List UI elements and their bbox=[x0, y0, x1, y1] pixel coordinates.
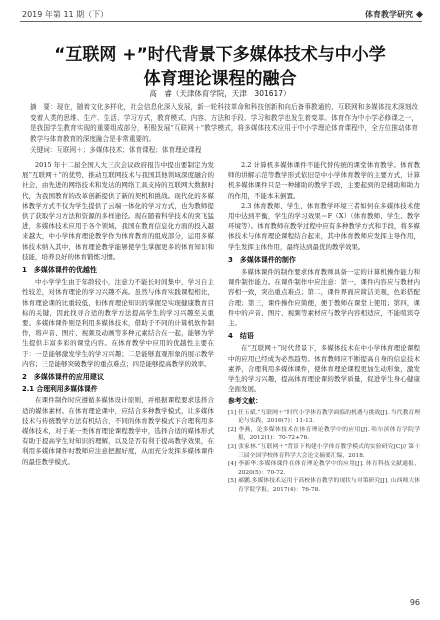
references-heading: 参考文献： bbox=[228, 397, 262, 406]
article-title-line1: “互联网 +”时代背景下多媒体技术与中小学 bbox=[54, 45, 386, 65]
abstract: 摘 要：现在，随着文化多样化，社会信息化深入发展，新一轮科技革命和科技创新和向后备事教通的，互联网和多媒体技术深刻改变着人类的思维、生产、生活、学习方式，教育模式、内容、方法和手段、学习和教学也发生着变革。体育作为中小学必修课之一，是我国学生教育实现的重要组成部分，积极发展“互联网＋”教学模式，将多媒体技术应用于中小学理论体育课程中，全方位推动体育教学与体育教育的深度融合是非常重要的。 bbox=[30, 103, 418, 143]
references-list bbox=[228, 409, 420, 495]
section-heading: 4 结语 bbox=[228, 332, 254, 341]
journal-name: 体育教学研究 bbox=[365, 9, 422, 20]
left-column bbox=[22, 160, 214, 467]
paragraph: 2015 年十二届全国人大三次会议政府报告中提出要制定为发展“互联网＋”的优势，推动互联网技术与我国其他领域深度融合的社会，由先进的网络技术和发达的网络工具支持的互联网大数据时代，为我国教育的改革创新提供了新的契机和挑战。现代化的多媒体教学方式不仅为学生提供了云端一体化的学习方式，也为教师提供了获取学习方法和资源的多样途径。现在随着科学技术的突飞猛进，多媒体技术应用于各个领域，我国在教育信息化方面的投入越来越大，中小学体育理论教学作为体育教育的组成部分，运用多媒体技术纳入其中，体育理论教学能够使学生掌握更多的体育知识和技能，培养良好的体育锻炼习惯。 bbox=[22, 161, 214, 261]
keywords: 关键词：互联网＋；多媒体技术；体育课程；体育理论课程 bbox=[30, 146, 202, 154]
paragraph: 2.2 计算机多媒体课件不能代替传统的课堂体育教学。体育教师的讲解示范等教学形式依旧是中小学体育教学的主要方式，计算机多媒体课件只是一种辅助的教学手段，主要起到的是辅助和助力的作用，不能本末倒置。 bbox=[228, 161, 420, 200]
reference-item: [5] 郝鹏.多媒体技术运用于高校体育教学的现状与对策研究[J]. 山西师大体育学院学报，2017(4)：76-78. bbox=[228, 478, 420, 494]
article-title-line2: 体育理论课程的融合 bbox=[143, 69, 297, 89]
page-header bbox=[0, 0, 440, 22]
reference-item: [3] 张家林.“互联网＋”背景下构建小学体育教学模式的实验研究[C]// 第十三届全国学校体育科学大会论文摘要汇编，2018. bbox=[228, 444, 420, 459]
reference-item: [4] 李新华.多媒体课件在体育理论教学中的应用[J]. 体育科技文献通报，2020(5)：70-72. bbox=[228, 461, 420, 476]
section-heading: 1 多媒体课件的优越性 bbox=[22, 266, 97, 275]
subsection-heading: 2.1 合理利用多媒体课件 bbox=[22, 385, 98, 394]
paragraph: 在“互联网＋”时代背景下，多媒体技术在中小学体育理论课程中的应用已经成为必然趋势。体育教师应不断提高自身的信息技术素养，合理利用多媒体课件，使体育理论课程更加生动形象，激发学生的学习兴趣，提高体育理论课的教学质量，促进学生身心健康全面发展。 bbox=[228, 344, 420, 394]
paragraph: 在课件制作时应遵循多媒体设计原则，并根据课程要求选择合适的媒体素材。在体育理论课中，应结合多种教学模式，让多媒体技术与传统教学方法有机结合，不同的体育教学模式下合理利用多媒体技术，对于某一类体育理论课程教学中，选择合适的媒体形式有助于提高学生对知识的理解，以及是否有利于提高教学效果，在利用多媒体课件时教师应注意把握好度，从而充分发挥多媒体课件的最佳教学模式。 bbox=[22, 396, 214, 466]
header-rule bbox=[20, 21, 422, 22]
paragraph: 中小学学生由于年龄较小，注意力不能长时间集中，学习自主性较差，对体育理论的学习兴趣不高。虽然与体育实践课程相比，体育理论课的比重较低，但体育理论知识的掌握是实现健康教育目标的关键，因此找寻合适的教学方法提高学生的学习兴趣至关重要。多媒体课件则是利用多媒体技术，借助于不同的计算机软件制作，将声音、图片、视频及动画等多种元素结合在一起，能够为学生提供丰富多彩的课堂内容。在体育教学中应用的优越性主要在于：一是能够激发学生的学习兴趣；二是能够直观形象的展示教学内容；三是能够突破教学的重点难点；四是能够提高教学的效率。 bbox=[22, 278, 214, 368]
page-number: 96 bbox=[409, 598, 420, 607]
right-column bbox=[228, 160, 420, 495]
author-line: 高 睿（天津体育学院，天津 301617） bbox=[149, 89, 291, 98]
paragraph: 2.3 体育教师、学生、体育教学环境三者如何在多媒体技术使用中达到平衡，学生的学习效果＝F（X）（体育教师、学生、教学环境等）。体育教师在教学过程中应有多种教学方式和手段，将多媒体技术与体育理论课程结合起来，其中体育教师应发挥主导作用，学生发挥主体作用，最终达到最优的教学效果。 bbox=[228, 201, 420, 251]
paragraph: 多媒体课件的制作要求体育教师具备一定的计算机操作能力和课件制作能力。在课件制作中应注意：第一，课件内容应与教材内容相一致，突出重点难点；第二，课件界面应简洁美观，色彩搭配合理；第三，课件操作应简便，便于教师在课堂上使用；第四，课件中的声音、图片、视频等素材应与教学内容相适应，不能喧宾夺主。 bbox=[228, 268, 420, 328]
issue-label: 2019 年第 11 期（下） bbox=[22, 10, 109, 19]
diamond-icon bbox=[416, 11, 423, 18]
reference-item: [1] 任玉斌.“互联网＋”时代小学体育教学面临的机遇与挑战[J]. 当代教育理论与实践，2016(7)：11-13. bbox=[228, 409, 420, 425]
reference-item: [2] 李燕，论多媒体技术在体育理论教学中的应用[J]. 哈尔滨体育学院学报，2012(1)：70-72+76. bbox=[228, 426, 420, 442]
section-heading: 3 多媒体课件的制作 bbox=[228, 255, 296, 264]
section-heading: 2 多媒体课件的应用建议 bbox=[22, 373, 104, 382]
